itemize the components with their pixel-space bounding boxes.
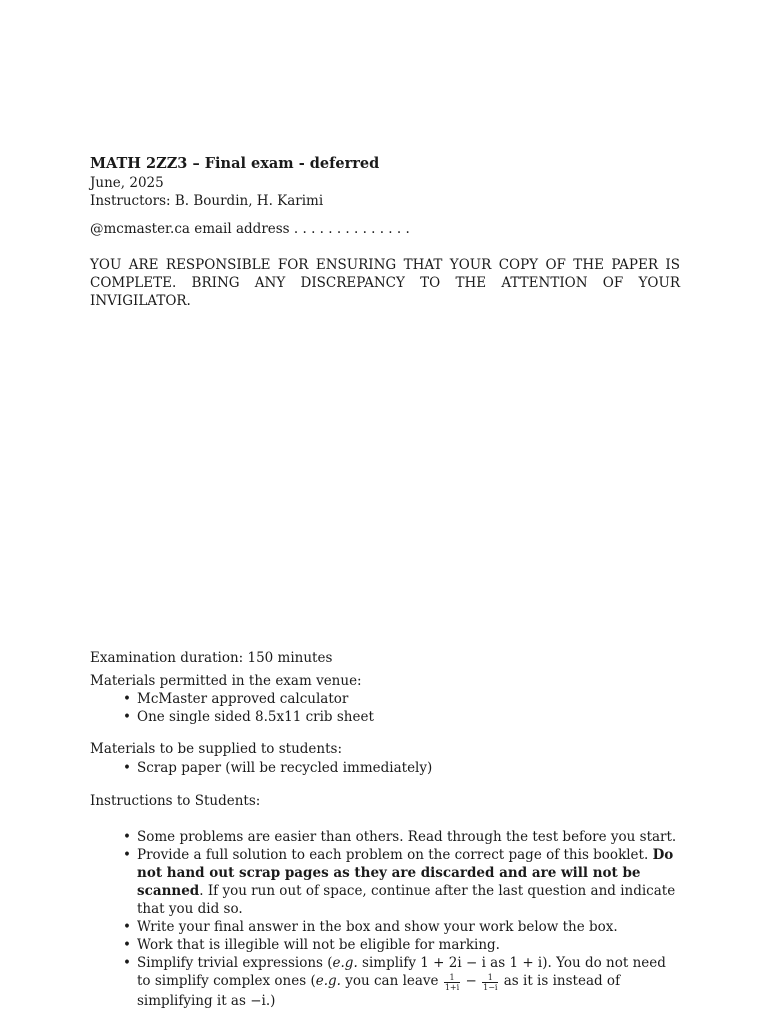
responsibility-notice: YOU ARE RESPONSIBLE FOR ENSURING THAT YOUR COPY OF THE PAPER IS COMPLETE. BRING ANY DISCREPANCY TO THE ATTENTION OF YOUR INVIGILATOR. xyxy=(90,257,680,309)
list-item: • Work that is illegible will not be eligible for marking. xyxy=(90,936,680,954)
fraction xyxy=(444,973,460,992)
fraction-denominator: 1−i xyxy=(483,983,498,992)
eg-italic: e.g. xyxy=(315,973,341,989)
minus-sign: − xyxy=(461,973,482,989)
list-item xyxy=(90,846,680,918)
instruction-text: as it is instead of simplifying it as xyxy=(137,973,621,1009)
instruction-text: Provide a full solution to each problem on the correct page of this booklet. xyxy=(137,847,653,863)
math-expression: 1 + 2i − i xyxy=(420,955,486,971)
list-item: • One single sided 8.5x11 crib sheet xyxy=(90,708,374,726)
scrap-pages-warning: Do not hand out scrap pages as they are discarded and are will not be scanned xyxy=(137,847,674,899)
fraction xyxy=(482,973,498,992)
instruction-text: ). You do not need to simplify complex ones ( xyxy=(137,955,666,989)
instruction-text: Simplify trivial expressions ( xyxy=(137,955,333,971)
instructions-list xyxy=(90,828,680,1010)
exam-title: MATH 2ZZ3 – Final exam - deferred xyxy=(90,155,380,172)
exam-date: June, 2025 xyxy=(90,175,164,191)
math-expression: 1 + i xyxy=(509,955,543,971)
instruction-text: simplify xyxy=(357,955,421,971)
supplied-materials-list xyxy=(90,759,432,777)
fraction-numerator: 1 xyxy=(444,973,460,983)
fraction-numerator: 1 xyxy=(482,973,498,983)
supplied-materials-heading: Materials to be supplied to students: xyxy=(90,741,342,757)
list-item: • Scrap paper (will be recycled immediately) xyxy=(90,759,432,777)
instruction-text: . If you run out of space, continue after the last question and indicate that you did so. xyxy=(137,883,676,917)
instructions-heading: Instructions to Students: xyxy=(90,793,261,809)
list-item: • Some problems are easier than others. Read through the test before you start. xyxy=(90,828,680,846)
instruction-text: as xyxy=(485,955,510,971)
instruction-text: you can leave xyxy=(340,973,443,989)
exam-duration: Examination duration: 150 minutes xyxy=(90,650,333,666)
permitted-materials-list xyxy=(90,690,374,726)
fraction-denominator: 1+i xyxy=(444,983,460,992)
instruction-text: .) xyxy=(265,993,276,1009)
math-expression: −i xyxy=(250,993,266,1009)
email-address-line: @mcmaster.ca email address . . . . . . . . . . . . . . xyxy=(90,221,410,237)
list-item: • McMaster approved calculator xyxy=(90,690,374,708)
instructors-line: Instructors: B. Bourdin, H. Karimi xyxy=(90,193,324,209)
list-item xyxy=(90,954,680,1010)
permitted-materials-heading: Materials permitted in the exam venue: xyxy=(90,673,362,689)
eg-italic: e.g. xyxy=(332,955,358,971)
list-item: • Write your final answer in the box and show your work below the box. xyxy=(90,918,680,936)
